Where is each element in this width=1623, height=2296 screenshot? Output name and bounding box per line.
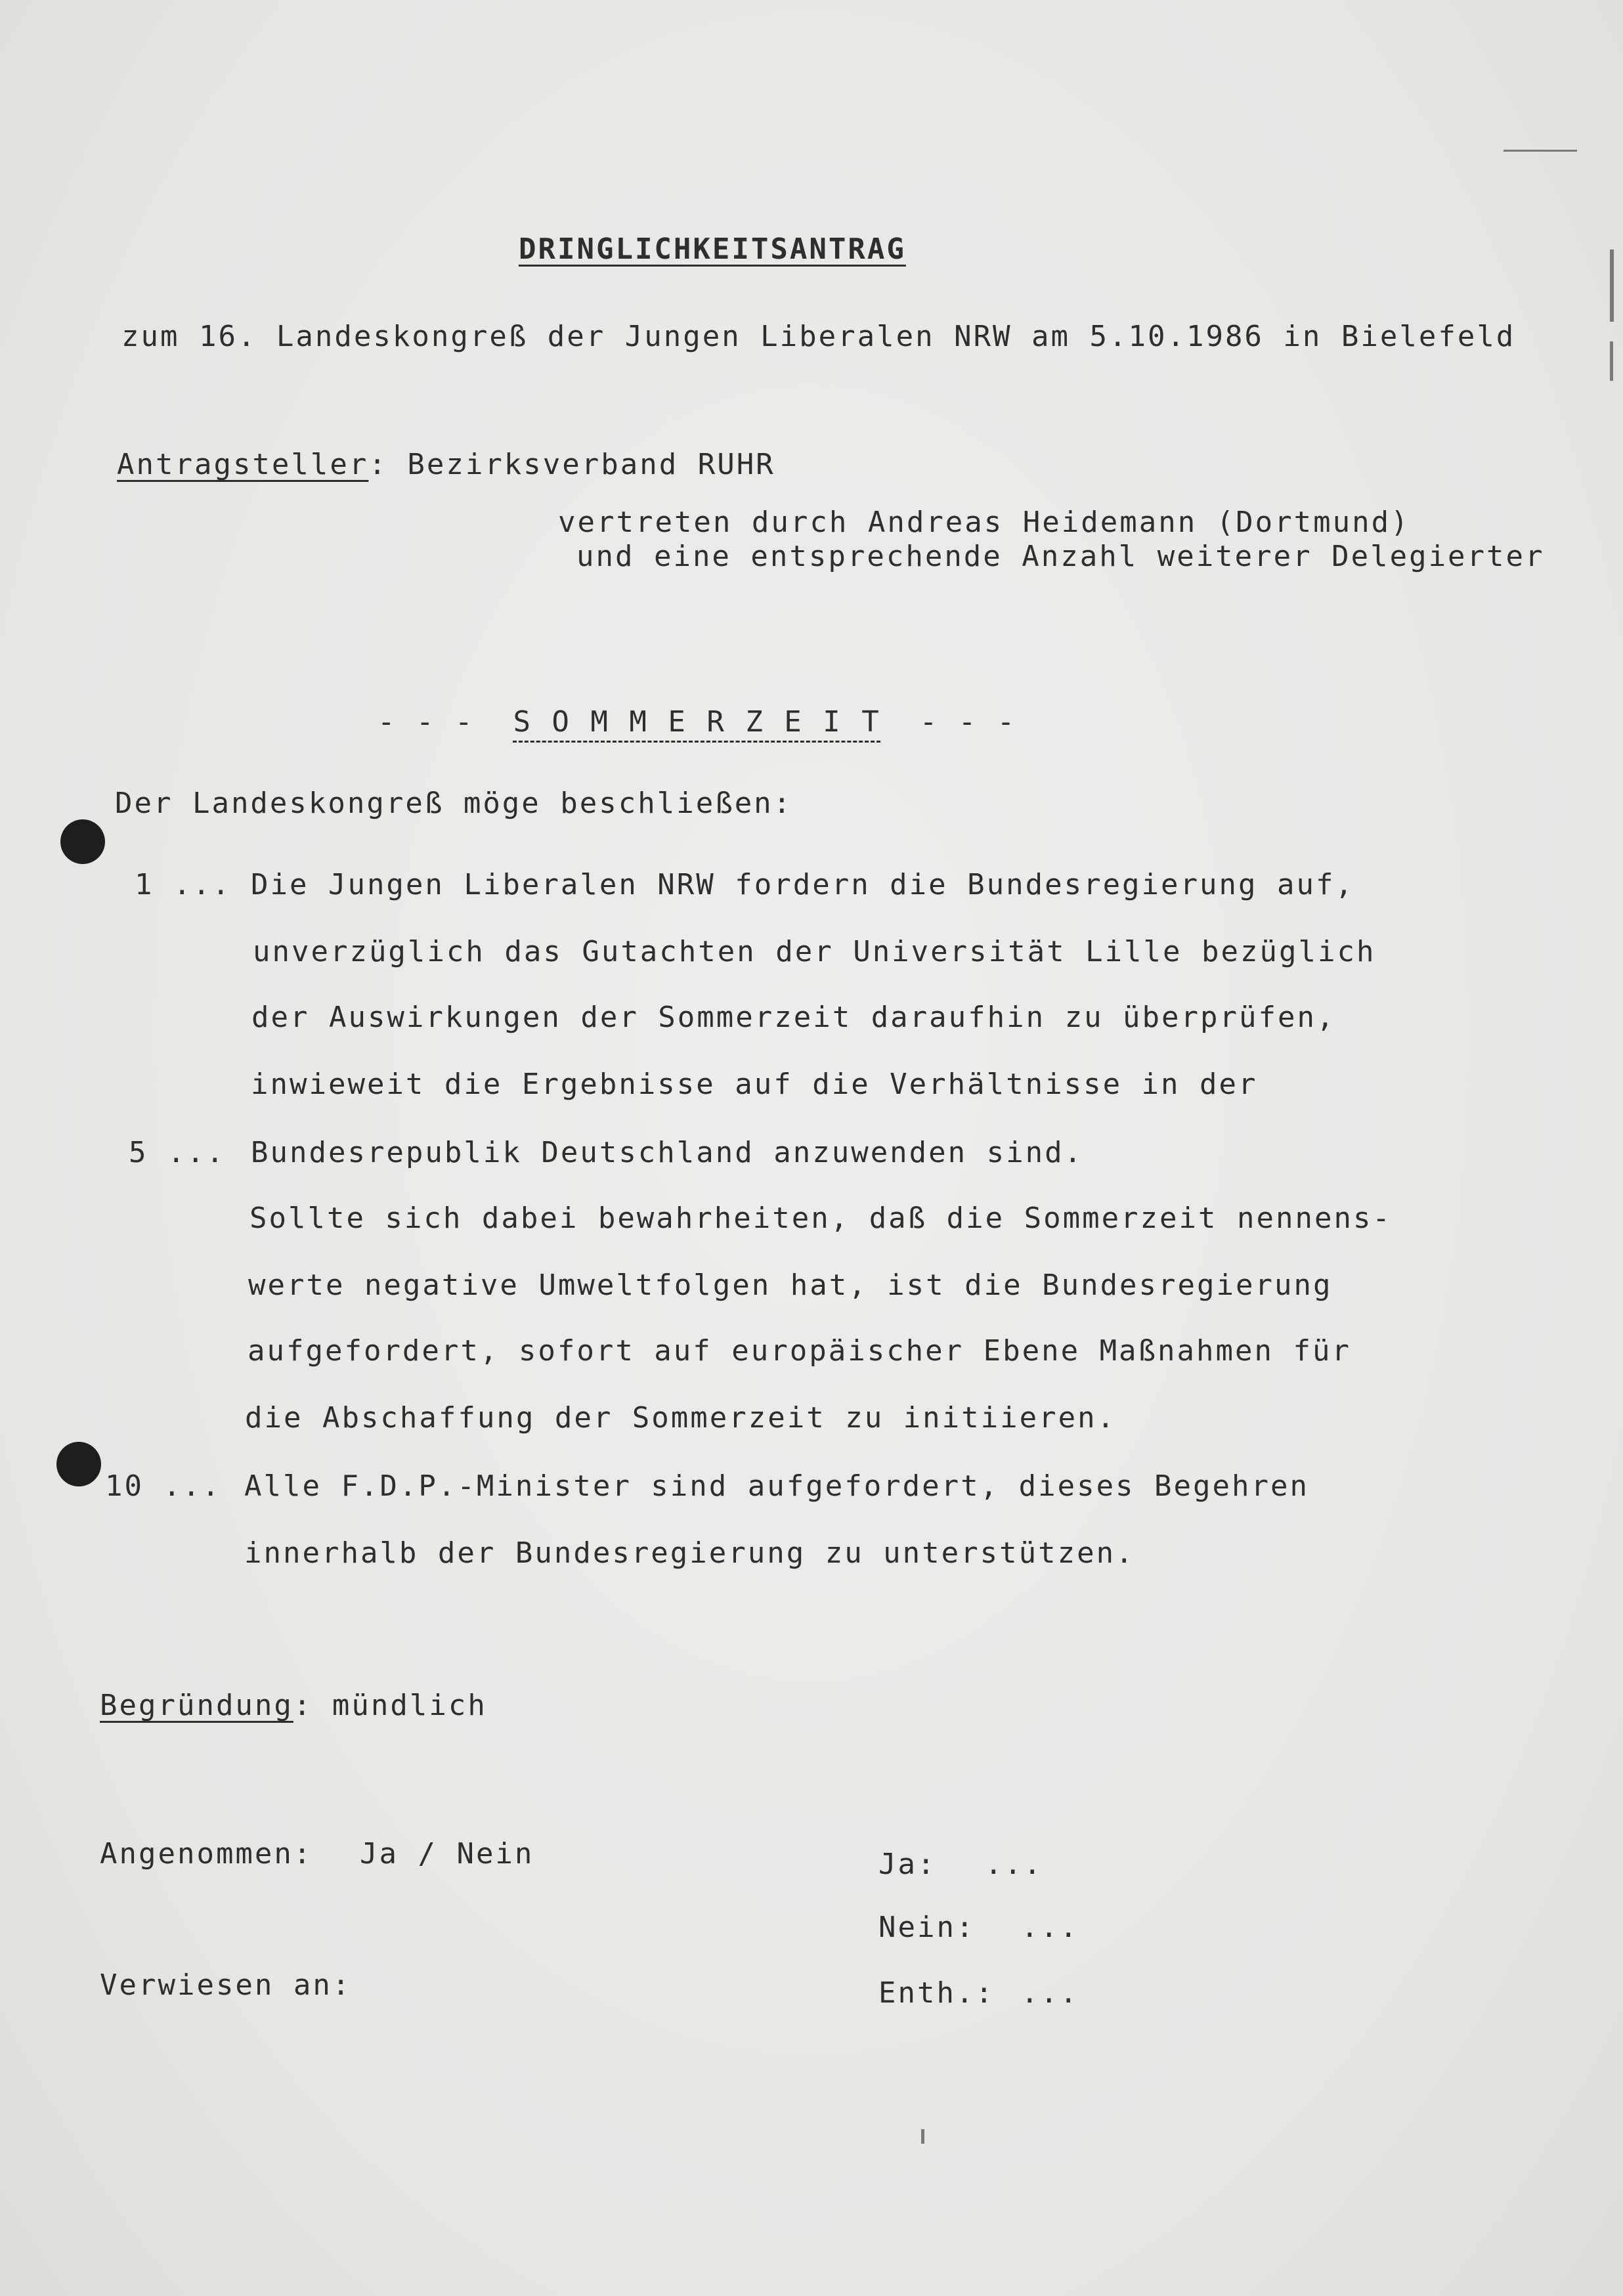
colon: :	[293, 1689, 332, 1722]
applicant-representative: vertreten durch Andreas Heidemann (Dortmund)	[558, 506, 1410, 539]
applicant-value: Bezirksverband RUHR	[407, 448, 775, 481]
topic-title: S O M M E R Z E I T	[513, 705, 881, 739]
edge-mark	[1504, 150, 1577, 152]
applicant-line	[117, 446, 775, 483]
topic-prefix: - - -	[378, 705, 475, 739]
line-number: 5 ...	[129, 1136, 226, 1169]
enth-label: Enth.:	[878, 1976, 995, 2010]
punch-hole-bottom	[56, 1442, 101, 1486]
reason-value: mündlich	[332, 1689, 487, 1722]
reason-label: Begründung	[100, 1689, 293, 1722]
scan-mark	[921, 2129, 924, 2144]
reason-line	[100, 1687, 487, 1724]
resolution-line: inwieweit die Ergebnisse auf die Verhältnisse in der	[251, 1068, 1258, 1101]
nein-label: Nein:	[878, 1911, 976, 1944]
enth-value: ...	[1021, 1976, 1079, 2010]
colon: :	[368, 448, 408, 481]
resolution-line: aufgefordert, sofort auf europäischer Ebene Maßnahmen für	[248, 1334, 1351, 1368]
ja-value: ...	[985, 1848, 1043, 1881]
resolution-line: Alle F.D.P.-Minister sind aufgefordert, dieses Begehren	[244, 1469, 1309, 1503]
document-subtitle: zum 16. Landeskongreß der Jungen Liberalen NRW am 5.10.1986 in Bielefeld	[121, 320, 1516, 353]
document-title: DRINGLICHKEITSANTRAG	[519, 232, 906, 266]
resolution-line: Die Jungen Liberalen NRW fordern die Bundesregierung auf,	[251, 868, 1354, 901]
referred-label: Verwiesen an:	[100, 1968, 352, 2002]
nein-value: ...	[1021, 1911, 1079, 1944]
edge-mark	[1610, 341, 1613, 381]
punch-hole-top	[60, 819, 105, 864]
resolution-line: innerhalb der Bundesregierung zu unterstützen.	[244, 1536, 1135, 1570]
edge-mark	[1610, 249, 1614, 322]
line-number: 10 ...	[105, 1469, 221, 1503]
topic-heading	[378, 704, 1016, 741]
resolution-line: Bundesrepublik Deutschland anzuwenden sind.	[251, 1136, 1084, 1169]
ja-label: Ja:	[878, 1848, 937, 1881]
applicant-delegates: und eine entsprechende Anzahl weiterer Delegierter	[576, 540, 1545, 573]
resolution-line: Sollte sich dabei bewahrheiten, daß die Sommerzeit nennens-	[249, 1202, 1392, 1235]
accepted-value: Ja / Nein	[360, 1837, 534, 1871]
resolution-line: der Auswirkungen der Sommerzeit daraufhin zu überprüfen,	[251, 1001, 1336, 1034]
resolution-line: unverzüglich das Gutachten der Universität Lille bezüglich	[253, 935, 1376, 968]
applicant-label: Antragsteller	[117, 448, 369, 481]
resolution-line: werte negative Umweltfolgen hat, ist die Bundesregierung	[248, 1268, 1333, 1302]
resolution-line: die Abschaffung der Sommerzeit zu initiieren.	[245, 1401, 1117, 1435]
accepted-label: Angenommen:	[100, 1837, 313, 1871]
line-number: 1 ...	[135, 868, 232, 901]
intro-text: Der Landeskongreß möge beschließen:	[115, 787, 793, 820]
topic-suffix: - - -	[919, 705, 1017, 739]
